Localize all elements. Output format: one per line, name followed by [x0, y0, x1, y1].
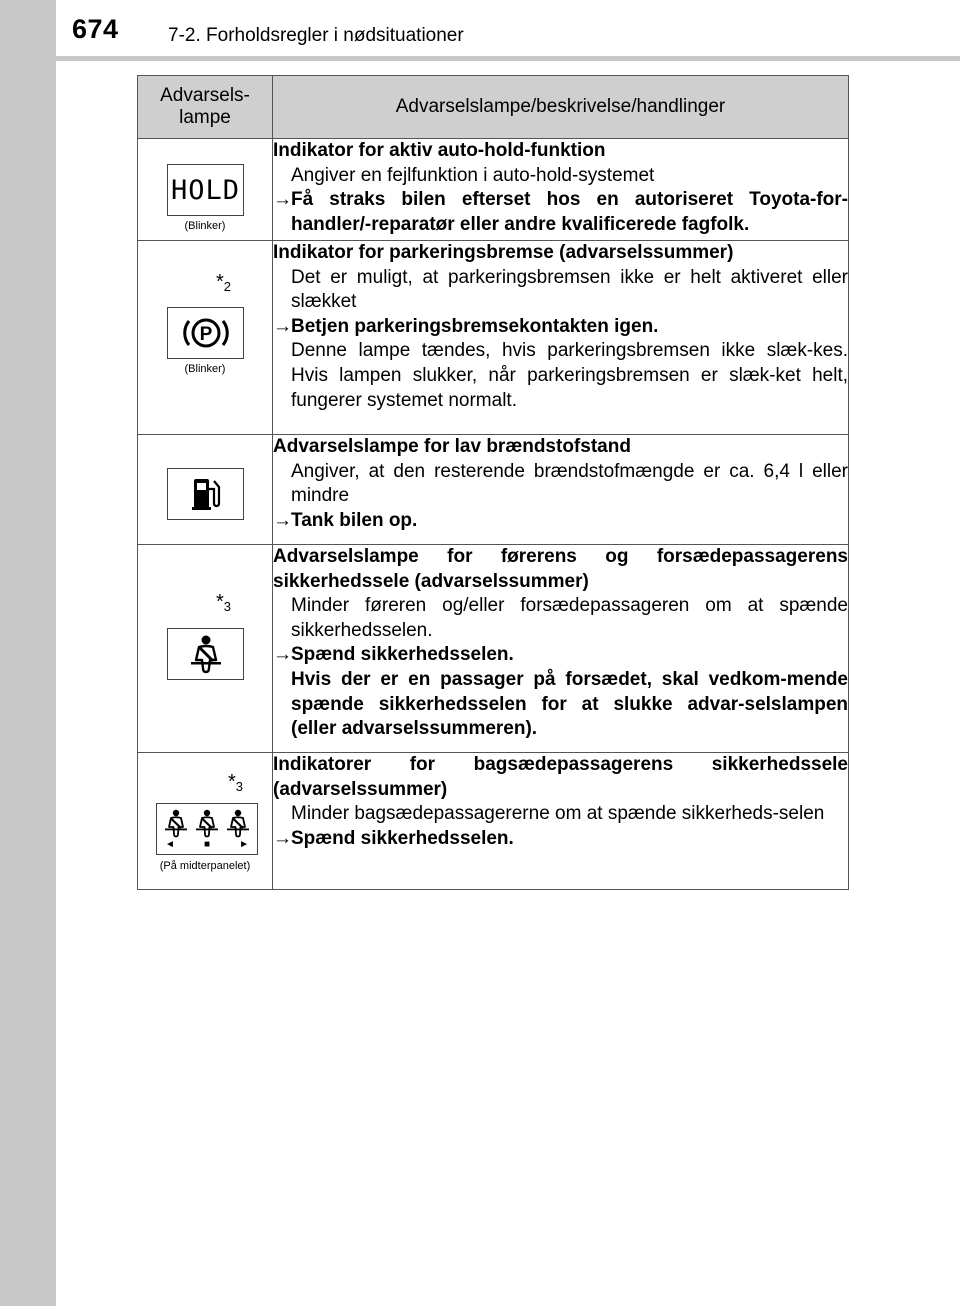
row-description: Det er muligt, at parkeringsbremsen ikke er helt aktiveret eller slækket	[291, 266, 848, 313]
row-title: Advarselslampe for lav brændstofstand	[273, 436, 631, 457]
seat-position-indicators	[165, 840, 249, 850]
row-action: →Tank bilen op.	[273, 509, 848, 534]
row-action: →Spænd sikkerhedsselen.	[273, 643, 848, 668]
arrow-icon: →	[273, 509, 292, 531]
table-row	[138, 753, 849, 890]
row-action: →Spænd sikkerhedsselen.	[273, 827, 848, 852]
row-description: Minder føreren og/eller forsædepassageren om at spænde sikkerhedsselen.	[291, 595, 848, 641]
table-row	[138, 435, 849, 545]
table-header-row	[138, 76, 849, 139]
row-description: Minder bagsædepassagererne om at spænde sikkerheds-selen	[291, 803, 825, 825]
table-row	[138, 139, 849, 241]
lamp-cell	[138, 545, 273, 753]
fuel-pump-icon	[189, 475, 223, 513]
row-note: Hvis der er en passager på forsædet, skal vedkom-mende spænde sikkerhedsselen for at slukke advar-selslampen (eller advarselssummeren).	[291, 668, 848, 740]
row-title: Indikator for parkeringsbremse (advarselssummer)	[273, 242, 734, 263]
description-cell	[273, 753, 849, 890]
description-cell	[273, 241, 849, 435]
column-header-lamp: Advarsels- lampe	[138, 76, 273, 139]
warning-lamp-table	[137, 75, 849, 890]
arrow-icon: →	[273, 189, 292, 211]
header-rule	[56, 56, 960, 61]
svg-text:P: P	[199, 324, 212, 345]
seatbelt-lamp	[167, 628, 244, 680]
description-cell	[273, 435, 849, 545]
row-title: Indikatorer for bagsædepassagerens sikkerhedssele (advarselssummer)	[273, 754, 848, 800]
footnote-marker: $*_3$	[216, 591, 232, 614]
hold-icon: HOLD	[170, 174, 241, 206]
description-cell	[273, 139, 849, 241]
footnote-marker: $*_2$	[216, 271, 232, 294]
row-title: Indikator for aktiv auto-hold-funktion	[273, 140, 606, 161]
table-row	[138, 241, 849, 435]
column-header-description: Advarselslampe/beskrivelse/handlinger	[273, 76, 849, 139]
hold-lamp	[167, 164, 244, 216]
left-indicator: ◄	[165, 838, 175, 850]
arrow-icon: →	[273, 644, 292, 666]
page-side-bar	[0, 0, 56, 1306]
fuel-lamp	[167, 468, 244, 520]
lamp-caption: (Blinker)	[184, 220, 226, 232]
row-action: →Betjen parkeringsbremsekontakten igen.	[273, 315, 848, 340]
rear-seatbelts-icon	[161, 809, 253, 839]
page-number: 674	[72, 14, 119, 44]
row-description: Angiver en fejlfunktion i auto-hold-systemet	[291, 164, 655, 186]
lamp-caption: (På midterpanelet)	[159, 860, 251, 872]
table-row	[138, 545, 849, 753]
parking-brake-lamp	[167, 307, 244, 359]
lamp-cell	[138, 241, 273, 435]
section-title: 7-2. Forholdsregler i nødsituationer	[168, 25, 464, 46]
arrow-icon: →	[273, 315, 292, 337]
center-indicator: ■	[203, 838, 211, 850]
parking-brake-icon	[180, 313, 232, 353]
rear-seatbelt-lamp	[156, 803, 258, 855]
lamp-cell	[138, 139, 273, 241]
row-note: Denne lampe tændes, hvis parkeringsbremsen ikke slæk-kes. Hvis lampen slukker, når parkeringsbremsen er slæk-ket helt, fungerer systemet normalt.	[291, 340, 848, 411]
row-description: Angiver, at den resterende brændstofmængde er ca. 6,4 l eller mindre	[291, 460, 848, 507]
description-cell	[273, 545, 849, 753]
arrow-icon: →	[273, 827, 292, 849]
lamp-cell	[138, 753, 273, 890]
lamp-cell	[138, 435, 273, 545]
row-title: Advarselslampe for førerens og forsædepassagerens sikkerhedssele (advarselssummer)	[273, 546, 848, 592]
right-indicator: ►	[239, 838, 249, 850]
seatbelt-icon	[189, 634, 223, 674]
lamp-caption: (Blinker)	[184, 363, 226, 375]
row-action: →Få straks bilen efterset hos en autoriseret Toyota-for-handler/-reparatør eller andre kvalificerede fagfolk.	[273, 189, 848, 235]
footnote-marker: $*_3$	[228, 771, 244, 794]
